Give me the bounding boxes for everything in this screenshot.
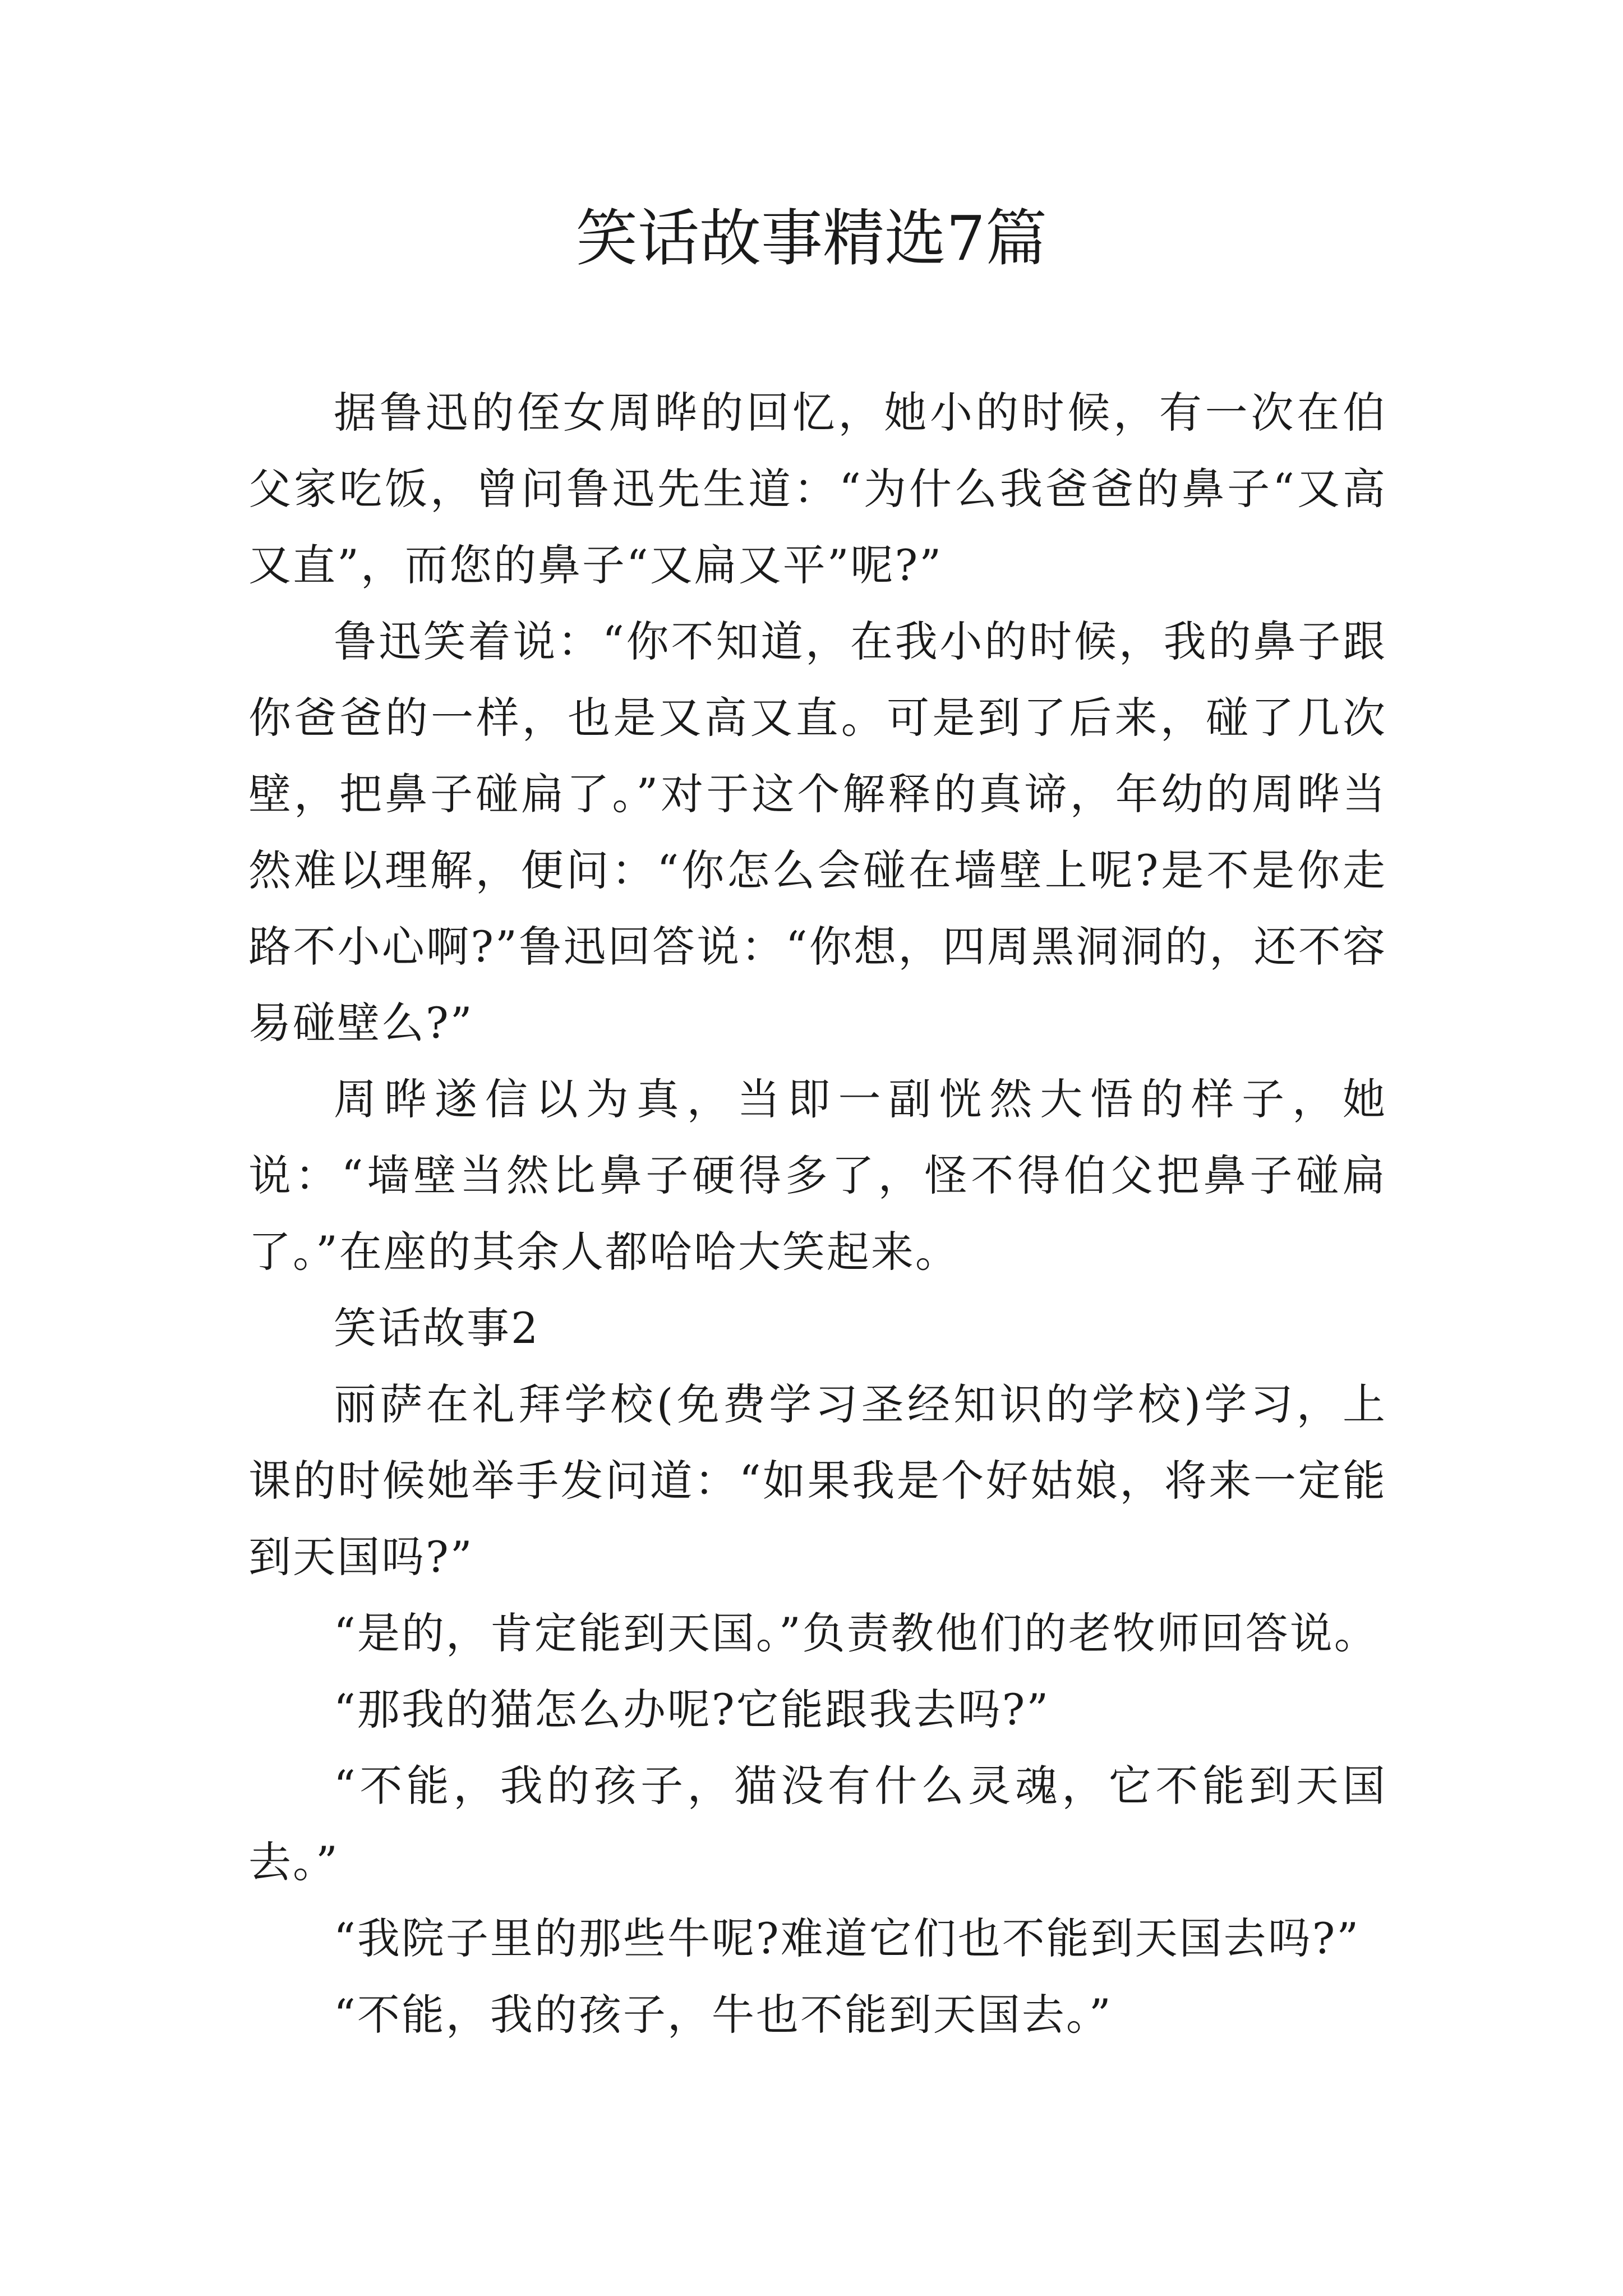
document-body	[248, 375, 1387, 2053]
paragraph: “我院子里的那些牛呢?难道它们也不能到天国去吗?”	[334, 1913, 1361, 1963]
paragraph: 丽萨在礼拜学校(免费学习圣经知识的学校)学习，上课的时候她举手发问道：“如果我是个好姑娘，将来一定能到天国吗?”	[248, 1379, 1387, 1582]
paragraph: 鲁迅笑着说：“你不知道，在我小的时候，我的鼻子跟你爸爸的一样，也是又高又直。可是到了后来，碰了几次壁，把鼻子碰扁了。”对于这个解释的真谛，年幼的周晔当然难以理解，便问：“你怎么会碰在墙壁上呢?是不是你走路不小心啊?”鲁迅回答说：“你想，四周黑洞洞的，还不容易碰壁么?”	[248, 616, 1387, 1048]
document-title: 笑话故事精选7篇	[576, 203, 1047, 274]
paragraph: 周晔遂信以为真，当即一副恍然大悟的样子，她说：“墙壁当然比鼻子硬得多了，怪不得伯父把鼻子碰扁了。”在座的其余人都哈哈大笑起来。	[248, 1074, 1387, 1277]
paragraph: 据鲁迅的侄女周晔的回忆，她小的时候，有一次在伯父家吃饭，曾问鲁迅先生道：“为什么我爸爸的鼻子“又高又直”，而您的鼻子“又扁又平”呢?”	[248, 388, 1387, 590]
paragraph: “不能，我的孩子，牛也不能到天国去。”	[334, 1990, 1113, 2040]
paragraph: “那我的猫怎么办呢?它能跟我去吗?”	[334, 1685, 1050, 1734]
section-heading: 笑话故事2	[334, 1303, 540, 1353]
paragraph: “是的，肯定能到天国。”负责教他们的老牧师回答说。	[334, 1608, 1378, 1658]
paragraph: “不能，我的孩子，猫没有什么灵魂，它不能到天国去。”	[248, 1761, 1387, 1887]
